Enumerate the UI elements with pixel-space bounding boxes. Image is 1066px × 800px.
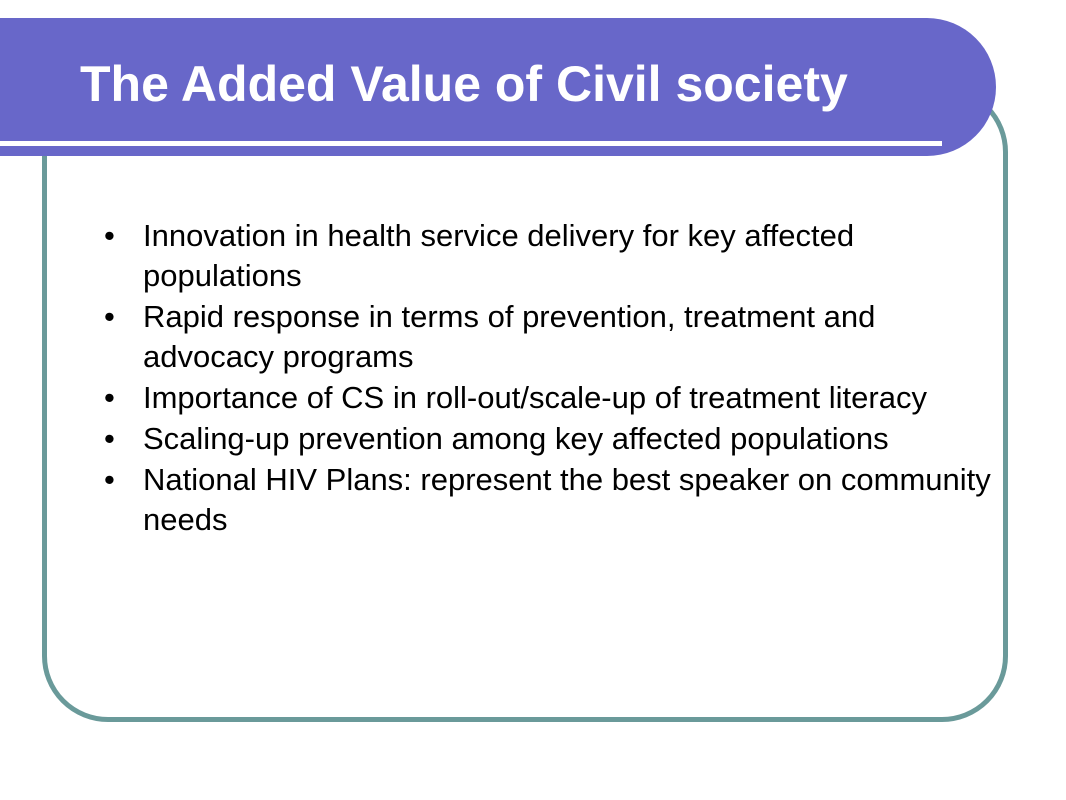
- bullet-icon: •: [104, 380, 115, 415]
- bullet-text: Rapid response in terms of prevention, treatment and advocacy programs: [143, 299, 876, 374]
- bullet-text: National HIV Plans: represent the best speaker on community needs: [143, 462, 991, 537]
- bullet-item: [104, 460, 1014, 540]
- bullet-text: Scaling-up prevention among key affected populations: [143, 421, 889, 456]
- bullet-icon: •: [104, 218, 115, 253]
- bullet-item: [104, 297, 1014, 377]
- slide-title: The Added Value of Civil society: [80, 56, 848, 112]
- title-underline: [0, 141, 942, 146]
- bullet-item: [104, 378, 1014, 418]
- bullet-icon: •: [104, 421, 115, 456]
- bullet-item: [104, 216, 1014, 296]
- bullet-text: Innovation in health service delivery for key affected populations: [143, 218, 855, 293]
- bullet-list: [104, 216, 1014, 541]
- bullet-text: Importance of CS in roll-out/scale-up of treatment literacy: [143, 380, 927, 415]
- bullet-item: [104, 419, 1014, 459]
- bullet-icon: •: [104, 462, 115, 497]
- bullet-icon: •: [104, 299, 115, 334]
